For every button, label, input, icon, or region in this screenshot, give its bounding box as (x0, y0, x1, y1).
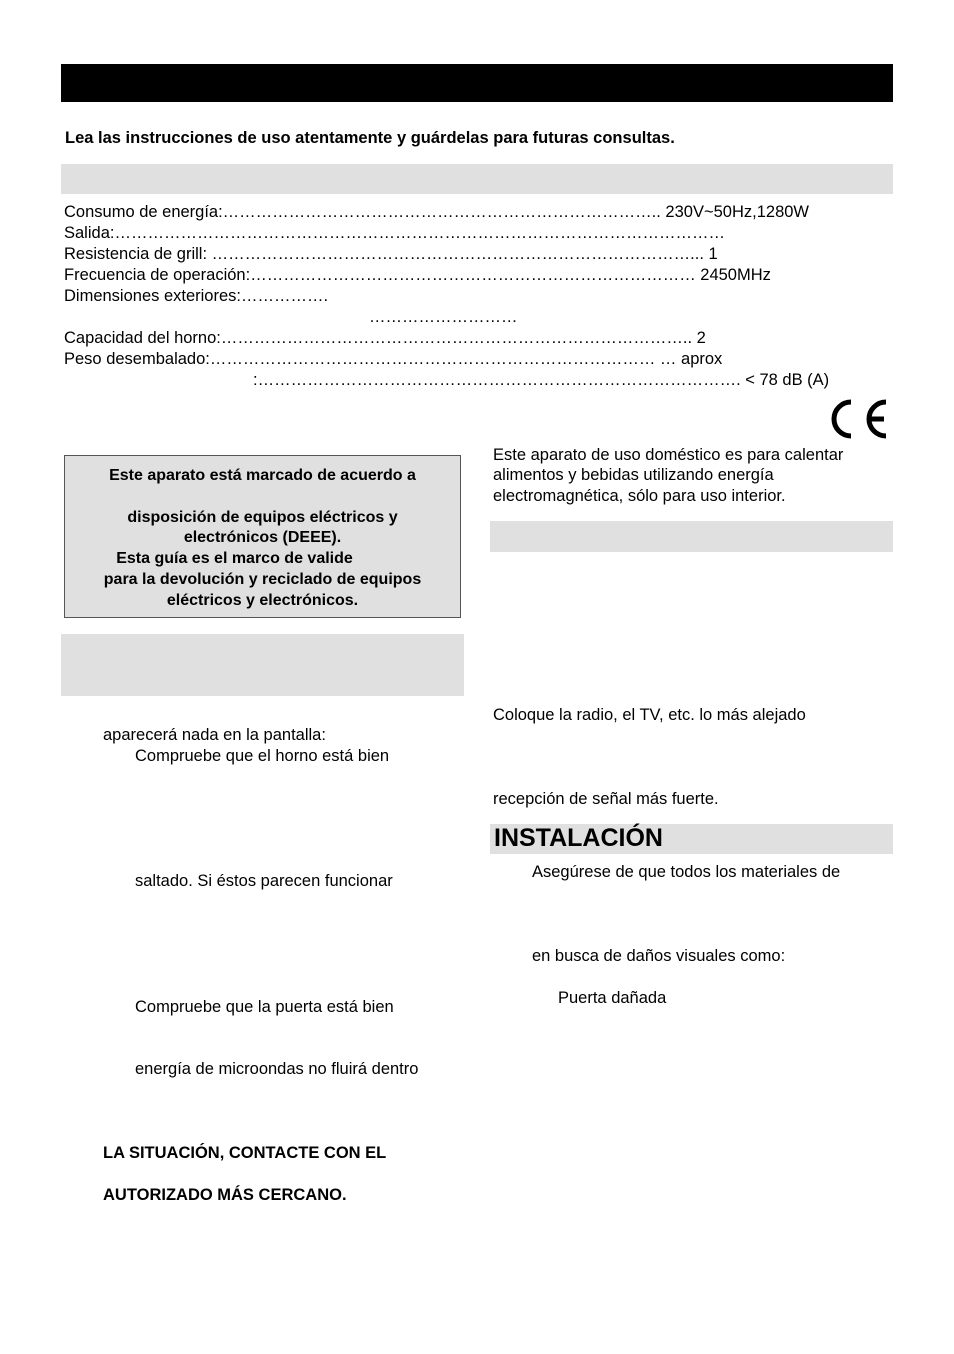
left-text-6: LA SITUACIÓN, CONTACTE CON EL (103, 1144, 387, 1162)
spec-power: Consumo de energía:…………………………………………………………………….. 230V~50Hz,1280W (64, 203, 809, 221)
install-text-1: Asegúrese de que todos los materiales de (532, 863, 841, 881)
left-text-2: Compruebe que el horno está bien (135, 747, 390, 765)
left-text-4: Compruebe que la puerta está bien (135, 998, 394, 1016)
left-text-1: aparecerá nada en la pantalla: (103, 726, 326, 744)
spec-frequency: Frecuencia de operación:……………………………………………………………………… 2450MHz (64, 266, 771, 284)
spec-capacity: Capacidad del horno:………………………………………………………………………….. 2 (64, 329, 706, 347)
weee-line-5: para la devolución y reciclado de equipos (103, 571, 422, 588)
left-section-band (61, 634, 464, 696)
left-text-7: AUTORIZADO MÁS CERCANO. (103, 1186, 347, 1204)
weee-line-2: disposición de equipos eléctricos y (127, 509, 398, 526)
intro-text: Lea las instrucciones de uso atentamente y guárdelas para futuras consultas. (65, 129, 675, 147)
left-text-5: energía de microondas no fluirá dentro (135, 1060, 419, 1078)
install-text-3: Puerta dañada (558, 989, 667, 1007)
install-text-2: en busca de daños visuales como: (532, 947, 786, 965)
spec-dimensions: Dimensiones exteriores:……………. (64, 287, 329, 305)
weee-line-4: Esta guía es el marco de valide (116, 550, 353, 567)
spec-output: Salida:………………………………………………………………………………………………… (64, 224, 725, 242)
use-text-2: alimentos y bebidas utilizando energía (493, 466, 774, 484)
weee-line-6: eléctricos y electrónicos. (166, 592, 359, 609)
spec-weight: Peso desembalado:……………………………………………………………………… … aprox (64, 350, 723, 368)
specifications-band (61, 164, 893, 194)
weee-line-1: Este aparato está marcado de acuerdo a (109, 467, 416, 484)
left-text-3: saltado. Si éstos parecen funcionar (135, 872, 393, 890)
weee-line-3: electrónicos (DEEE). (183, 529, 342, 546)
signal-text: recepción de señal más fuerte. (493, 790, 719, 808)
weee-notice-box (64, 455, 461, 618)
spec-grill: Resistencia de grill: ……………………………………………………………………………... 1 (64, 245, 718, 263)
spec-dimensions-cont: ……………………… (369, 308, 518, 326)
use-text-3: electromagnética, sólo para uso interior. (493, 487, 786, 505)
radio-text: Coloque la radio, el TV, etc. lo más alejado (493, 706, 806, 724)
ce-mark-icon (824, 396, 890, 442)
use-text-1: Este aparato de uso doméstico es para calentar (493, 446, 844, 464)
header-bar (61, 64, 893, 102)
installation-title: INSTALACIÓN (494, 824, 663, 852)
right-section-band (490, 521, 893, 552)
spec-noise: :……………………………………………………………………………. < 78 dB (A) (253, 371, 830, 389)
